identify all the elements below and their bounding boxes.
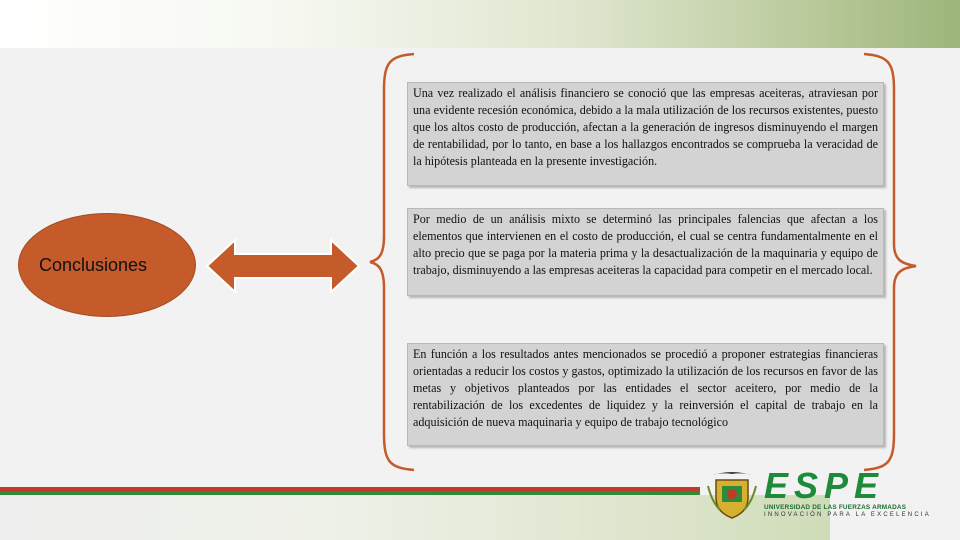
conclusion-text-2: Por medio de un análisis mixto se determinó las principales falencias que afectan a los elementos que intervienen en el costo de producción, el cual se centra fundamentalmente en el alto precio que se paga por la materia prima y la desactualización de la maquinaria y equipo de trabajo, disminuyendo a las empresas aceiteras la capacidad para competir en el mercado local. <box>413 212 878 277</box>
header-band <box>0 0 960 48</box>
conclusion-text-3: En función a los resultados antes mencionados se procedió a proponer estrategias financieras orientadas a reducir los costos y gastos, optimizado la utilización de los recursos en favor de las metas y objetivos planteados por las entidades el sector aceitero, por medio de la rentabilización de los excedentes de liquidez y la reinversión el capital de trabajo en la adquisición de nueva maquinaria y equipo de trabajo tecnológico <box>413 347 878 429</box>
double-arrow-icon <box>205 238 361 294</box>
espe-logo-tagline: INNOVACIÓN PARA LA EXCELENCIA <box>764 512 931 518</box>
conclusions-oval <box>18 213 196 317</box>
conclusion-text-1: Una vez realizado el análisis financiero se conoció que las empresas aceiteras, atraviesan por una evidente recesión económica, debido a la mala utilización de los recursos existentes, puesto que los altos costo de producción, afectan a la generación de ingresos disminuyendo el margen de rentabilidad, por lo tanto, en base a los hallazgos encontrados se comprueba la veracidad de la hipótesis planteada en la presente investigación. <box>413 86 878 168</box>
conclusion-box-3 <box>407 343 884 446</box>
espe-logo-subtitle: UNIVERSIDAD DE LAS FUERZAS ARMADAS <box>764 504 907 511</box>
espe-crest-icon <box>704 466 760 522</box>
conclusion-box-2 <box>407 208 884 296</box>
footer-stripe-green <box>0 491 700 495</box>
espe-logo-word: ESPE <box>764 465 885 506</box>
conclusion-box-1 <box>407 82 884 186</box>
conclusions-label: Conclusiones <box>39 254 148 275</box>
espe-logo <box>764 465 931 518</box>
footer-stripe <box>0 487 700 495</box>
